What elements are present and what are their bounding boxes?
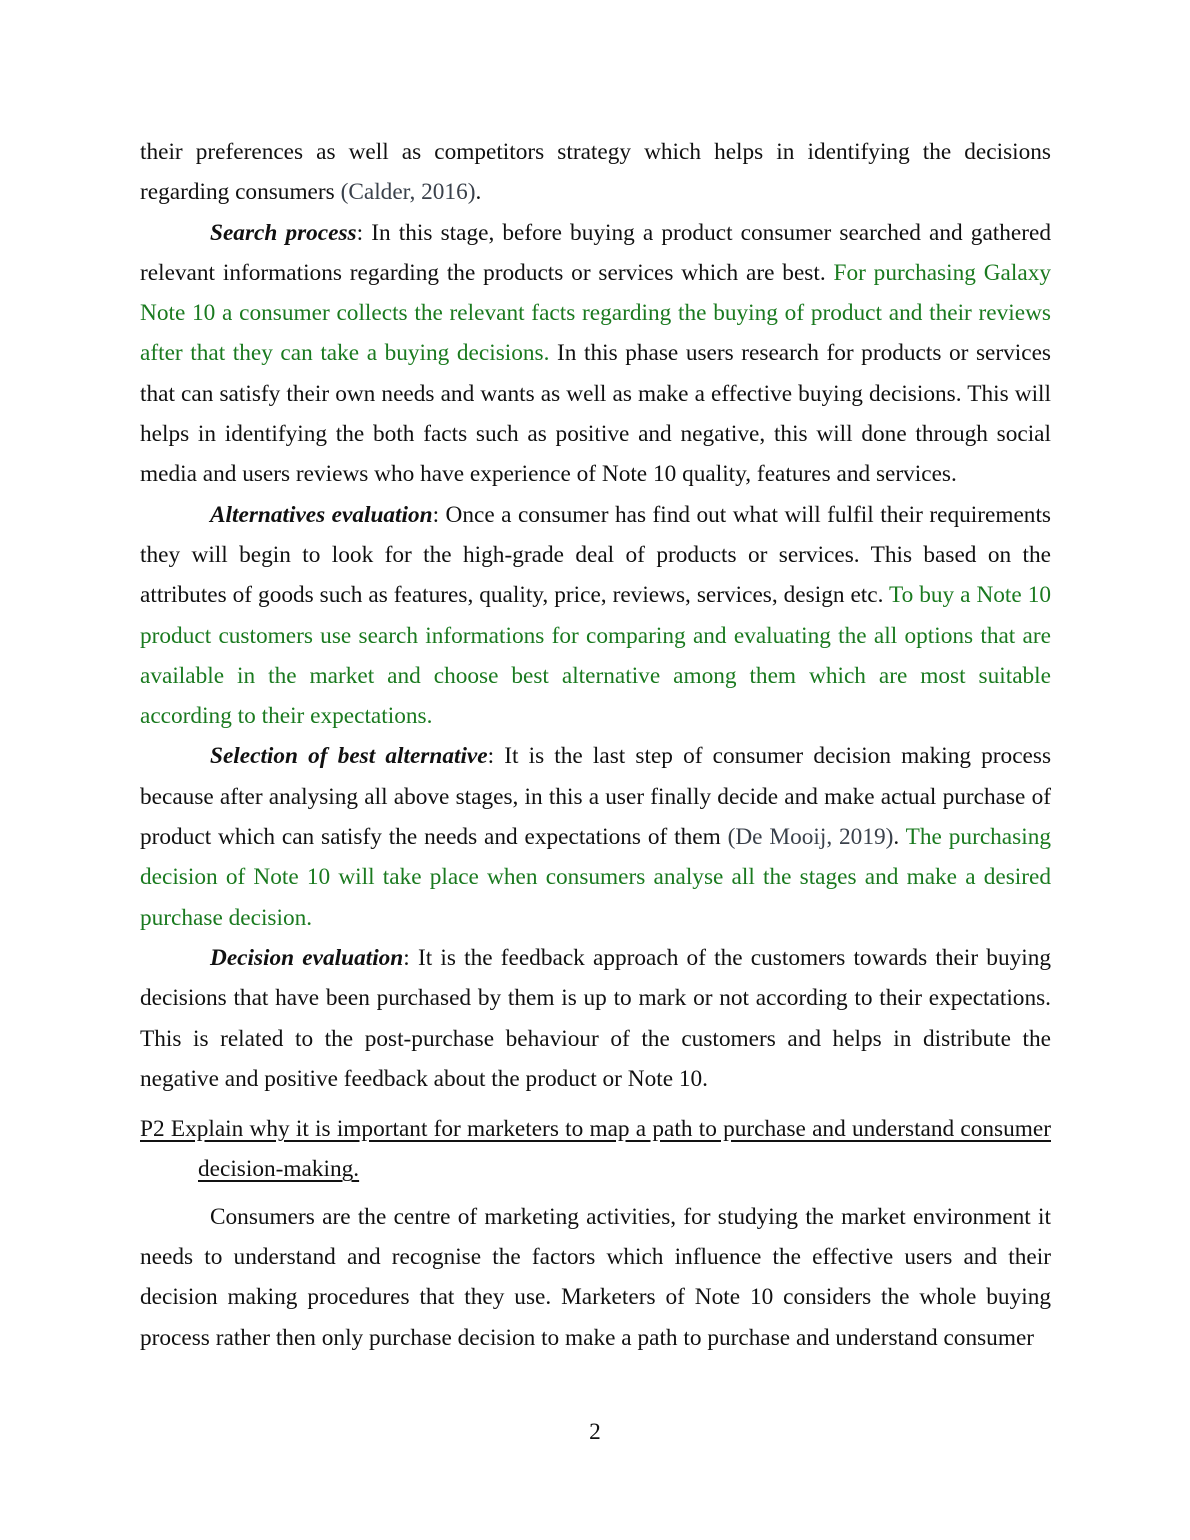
text-run: : Once a consumer has find out what will fulfil their requirements they will begin to look for the high-grade deal of products or services. This based on the attributes of goods such as features, quality, price, reviews, services, design etc. [140, 501, 1051, 609]
term-label: Search process [210, 219, 357, 246]
paragraph-alternatives-evaluation [140, 495, 1051, 737]
citation: (De Mooij, 2019) [727, 824, 894, 851]
text-run: . [893, 824, 906, 851]
paragraph-selection-best-alternative [140, 736, 1051, 937]
text-run: P2 Explain why it is important for marketers to map a path to purchase and understand consumer decision-making. [140, 1116, 1051, 1183]
text-run: : In this stage, before buying a product consumer searched and gathered relevant informations regarding the products or services which are best. [140, 219, 1051, 286]
text-run: their preferences as well as competitors strategy which helps in identifying the decisions regarding consumers [140, 139, 1051, 206]
paragraph-search-process [140, 213, 1051, 495]
term-label: Decision evaluation [210, 944, 404, 971]
highlighted-text: For purchasing Galaxy Note 10 a consumer collects the relevant facts regarding the buying of product and their reviews after that they can take a buying decisions. [140, 259, 1051, 367]
text-run: : It is the feedback approach of the customers towards their buying decisions that have been purchased by them is up to mark or not according to their expectations. This is related to the post-purchase behaviour of the customers and helps in distribute the negative and positive feedback about the product or Note 10. [140, 944, 1052, 1092]
term-label: Selection of best alternative [210, 743, 488, 770]
text-run: . [475, 179, 482, 206]
section-heading-p2 [140, 1109, 1051, 1190]
paragraph-decision-evaluation [140, 938, 1051, 1099]
text-run: Consumers are the centre of marketing activities, for studying the market environment it needs to understand and recognise the factors which influence the effective users and their decision making procedures that they use. Marketers of Note 10 considers the whole buying process rather then only purchase decision to make a path to purchase and understand consumer [140, 1203, 1051, 1351]
highlighted-text: The purchasing decision of Note 10 will take place when consumers analyse all the stages and make a desired purchase decision. [140, 824, 1051, 931]
citation: (Calder, 2016) [340, 179, 476, 206]
document-content [140, 132, 1051, 1358]
paragraph-intro-continuation [140, 132, 1051, 213]
text-run: : It is the last step of consumer decision making process because after analysing all above stages, in this a user finally decide and make actual purchase of product which can satisfy the needs and expectations of them [140, 743, 1052, 851]
term-label: Alternatives evaluation [210, 501, 433, 528]
page-number: 2 [589, 1419, 601, 1445]
text-run: In this phase users research for products or services that can satisfy their own needs and wants as well as make a effective buying decisions. This will helps in identifying the both facts such as positive and negative, this will done through social media and users reviews who have experience of Note 10 quality, features and services. [140, 340, 1051, 488]
paragraph-consumers-centre [140, 1197, 1051, 1358]
highlighted-text: To buy a Note 10 product customers use search informations for comparing and evaluating the all options that are available in the market and choose best alternative among them which are most suitable according to their expectations. [140, 582, 1052, 730]
